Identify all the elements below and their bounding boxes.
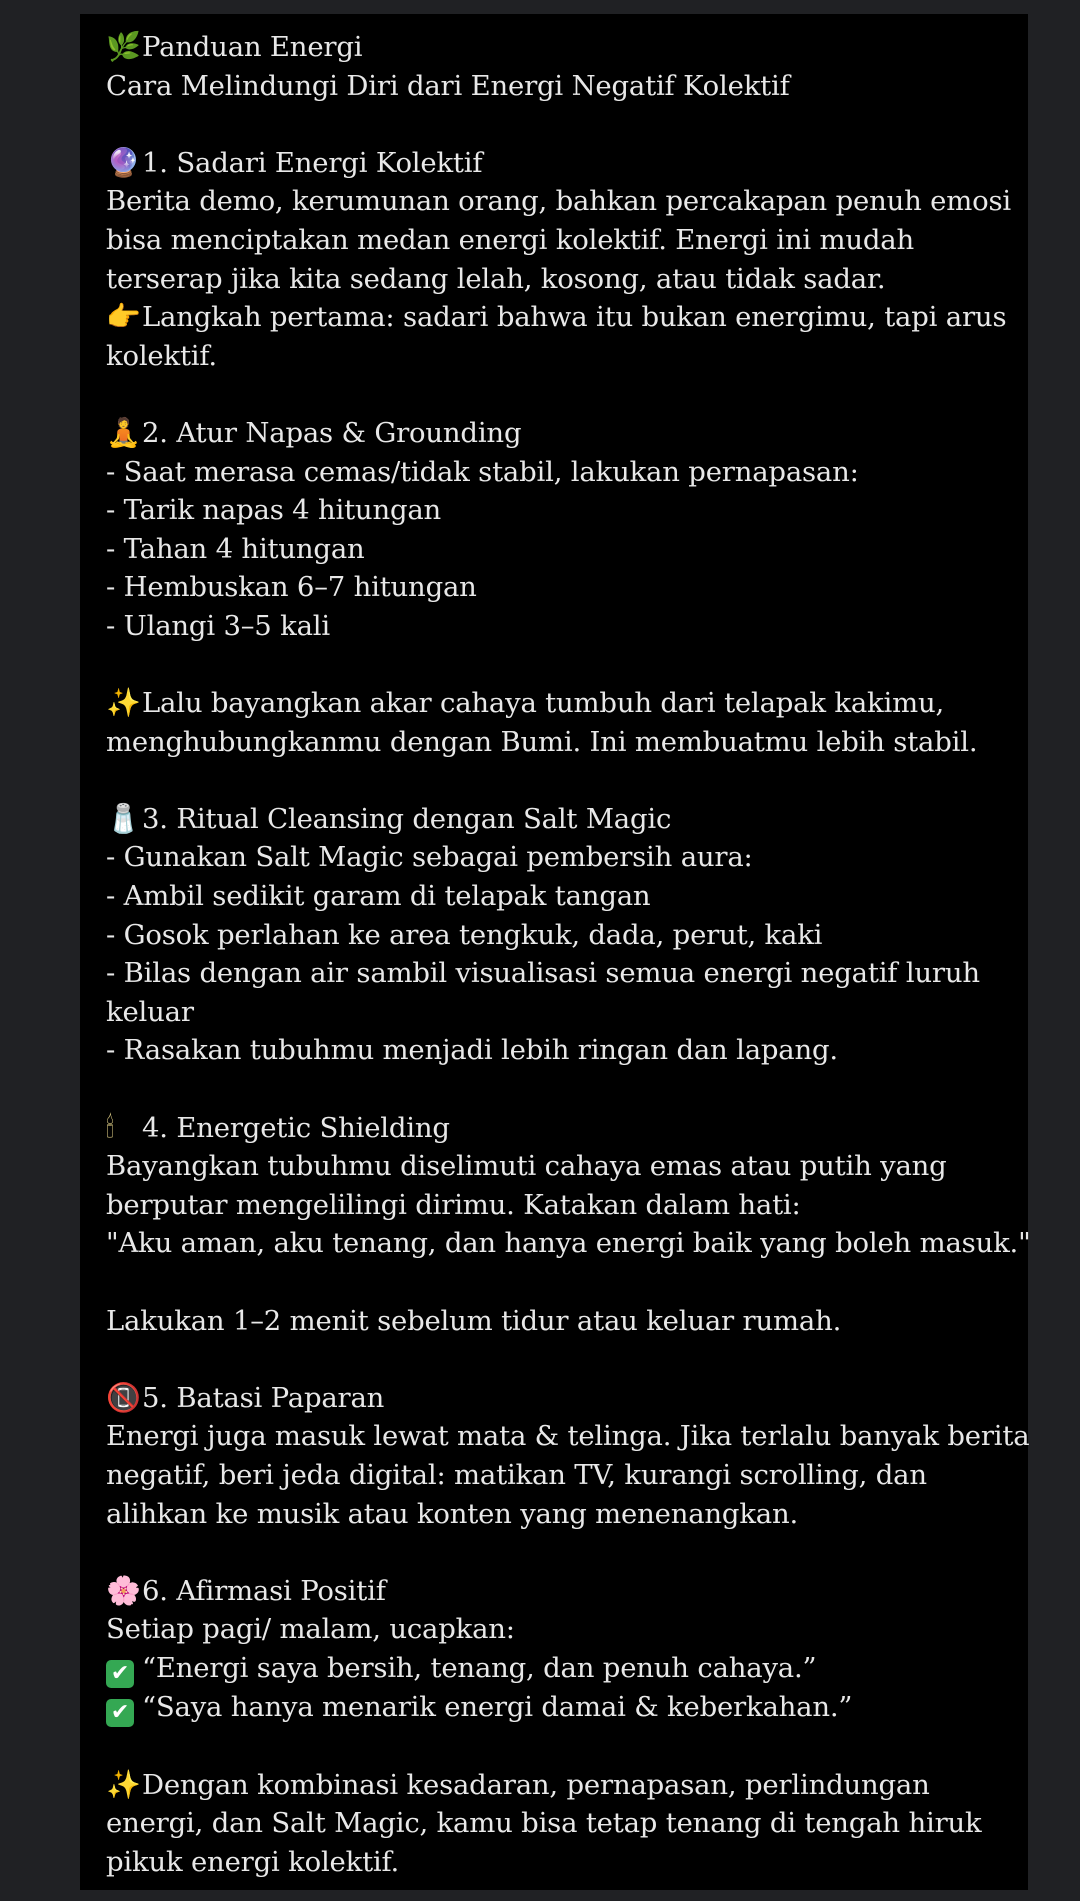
section1-heading-line — [106, 144, 1006, 183]
section5-text-3: alihkan ke musik atau konten yang menenangkan. — [106, 1497, 799, 1530]
section4-heading-line — [106, 1109, 1006, 1148]
spacer — [106, 1533, 1006, 1572]
crystal-ball-icon: 🔮 — [106, 145, 141, 179]
closing-line — [106, 1766, 1006, 1805]
spacer — [106, 1263, 1006, 1302]
candle-icon: 🕯 — [106, 1110, 114, 1144]
spacer — [106, 1727, 1006, 1766]
section1-text-1: Berita demo, kerumunan orang, bahkan percakapan penuh emosi — [106, 185, 1011, 218]
closing-text-3: pikuk energi kolektif. — [106, 1845, 400, 1878]
section3-heading: 3. Ritual Cleansing dengan Salt Magic — [142, 802, 672, 835]
guide-title-line — [106, 28, 1006, 67]
pointing-hand-icon: 👉 — [106, 300, 141, 334]
section6-intro: Setiap pagi/ malam, ucapkan: — [106, 1613, 515, 1646]
section3-item: - Ambil sedikit garam di telapak tangan — [106, 880, 651, 913]
section2-heading: 2. Atur Napas & Grounding — [142, 416, 522, 449]
section4-quote: "Aku aman, aku tenang, dan hanya energi baik yang boleh masuk." — [106, 1227, 1031, 1260]
guide-subtitle: Cara Melindungi Diri dari Energi Negatif Kolektif — [106, 69, 790, 102]
section6-heading-line — [106, 1572, 1006, 1611]
message-panel — [80, 14, 1031, 1890]
message-text — [106, 28, 1031, 1881]
section3-item: - Bilas dengan air sambil visualisasi semua energi negatif luruh — [106, 957, 980, 990]
section2-item: - Saat merasa cemas/tidak stabil, lakukan pernapasan: — [106, 455, 859, 488]
affirmation-2: “Saya hanya menarik energi damai & keberkahan.” — [142, 1690, 853, 1723]
section1-text-2: bisa menciptakan medan energi kolektif. Energi ini mudah — [106, 223, 914, 256]
section4-heading: 4. Energetic Shielding — [142, 1111, 450, 1144]
section2-visual-line — [106, 684, 1006, 723]
section1-tip: Langkah pertama: sadari bahwa itu bukan energimu, tapi arus — [142, 301, 1007, 334]
affirmation-line — [106, 1649, 1006, 1688]
meditating-person-icon: 🧘 — [106, 415, 141, 449]
section3-item: - Gunakan Salt Magic sebagai pembersih aura: — [106, 841, 753, 874]
section2-visual: Lalu bayangkan akar cahaya tumbuh dari telapak kakimu, — [142, 687, 945, 720]
closing-text-1: Dengan kombinasi kesadaran, pernapasan, perlindungan — [142, 1768, 930, 1801]
section3-item: - Rasakan tubuhmu menjadi lebih ringan dan lapang. — [106, 1034, 838, 1067]
section5-heading-line — [106, 1379, 1006, 1418]
section1-heading: 1. Sadari Energi Kolektif — [142, 146, 483, 179]
section5-heading: 5. Batasi Paparan — [142, 1381, 385, 1414]
section2-item: - Tahan 4 hitungan — [106, 532, 365, 565]
section6-heading: 6. Afirmasi Positif — [142, 1574, 386, 1607]
section1-text-3: terserap jika kita sedang lelah, kosong, atau tidak sadar. — [106, 262, 886, 295]
section3-item: - Gosok perlahan ke area tengkuk, dada, perut, kaki — [106, 918, 823, 951]
cherry-blossom-icon: 🌸 — [106, 1573, 141, 1607]
sparkles-icon: ✨ — [106, 686, 141, 720]
section2-item: - Ulangi 3–5 kali — [106, 609, 330, 642]
section5-text-1: Energi juga masuk lewat mata & telinga. Jika terlalu banyak berita — [106, 1420, 1030, 1453]
herb-icon: 🌿 — [106, 30, 141, 63]
section2-heading-line — [106, 414, 1006, 453]
section4-text-2: berputar mengelilingi dirimu. Katakan dalam hati: — [106, 1188, 801, 1221]
spacer — [106, 1070, 1006, 1109]
check-mark-icon: ✔ — [106, 1699, 134, 1727]
spacer — [106, 646, 1006, 685]
section4-text-1: Bayangkan tubuhmu diselimuti cahaya emas atau putih yang — [106, 1150, 947, 1183]
section1-tip-cont: kolektif. — [106, 339, 217, 372]
section3-heading-line — [106, 800, 1006, 839]
guide-title: Panduan Energi — [142, 31, 363, 63]
check-mark-icon: ✔ — [106, 1660, 134, 1688]
section2-visual-cont: menghubungkanmu dengan Bumi. Ini membuatmu lebih stabil. — [106, 725, 978, 758]
affirmation-1: “Energi saya bersih, tenang, dan penuh cahaya.” — [142, 1651, 817, 1684]
spacer — [106, 761, 1006, 800]
spacer — [106, 105, 1006, 144]
no-mobile-icon: 📵 — [106, 1380, 141, 1414]
section4-note: Lakukan 1–2 menit sebelum tidur atau keluar rumah. — [106, 1304, 842, 1337]
affirmation-line — [106, 1688, 1006, 1727]
spacer — [106, 1340, 1006, 1379]
section3-item: keluar — [106, 995, 194, 1028]
spacer — [106, 375, 1006, 414]
section2-item: - Tarik napas 4 hitungan — [106, 494, 442, 527]
section1-tip-line — [106, 298, 1006, 337]
salt-shaker-icon: 🧂 — [106, 801, 141, 835]
sparkles-icon: ✨ — [106, 1767, 141, 1801]
section2-item: - Hembuskan 6–7 hitungan — [106, 571, 477, 604]
section5-text-2: negatif, beri jeda digital: matikan TV, kurangi scrolling, dan — [106, 1458, 927, 1491]
closing-text-2: energi, dan Salt Magic, kamu bisa tetap tenang di tengah hiruk — [106, 1807, 982, 1840]
